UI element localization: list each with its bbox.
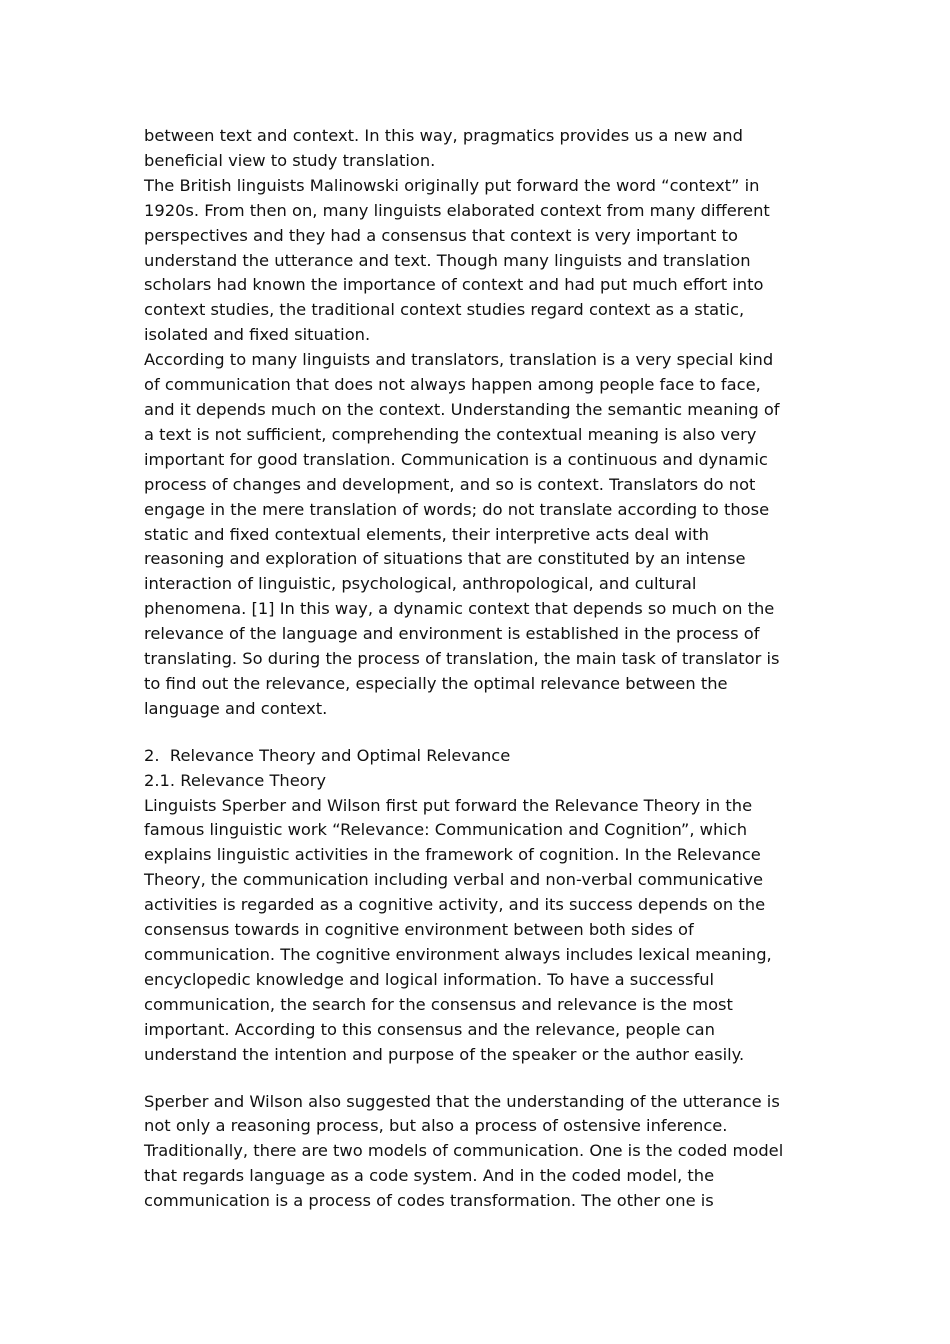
section-heading: 2. Relevance Theory and Optimal Relevance [144, 745, 511, 765]
text-line: communication. The cognitive environment always includes lexical meaning, [144, 945, 772, 964]
text-line: important for good translation. Communication is a continuous and dynamic [144, 449, 768, 469]
paragraph-spacer [144, 722, 814, 744]
text-line: static and fixed contextual elements, their interpretive acts deal with [144, 524, 709, 544]
text-line: 1920s. From then on, many linguists elaborated context from many different [144, 200, 770, 220]
text-line: Theory, the communication including verbal and non-verbal communicative [144, 870, 764, 890]
document-page [144, 124, 814, 1214]
text-line: encyclopedic knowledge and logical information. To have a successful [144, 969, 715, 989]
text-line: The British linguists Malinowski originally put forward the word “context” in [144, 175, 760, 195]
paragraph-pragmatics-view [144, 124, 814, 174]
text-line: context studies, the traditional context studies regard context as a static, [144, 300, 745, 320]
text-line: that regards language as a code system. And in the coded model, the [144, 1166, 715, 1186]
text-line: relevance of the language and environment is established in the process of [144, 624, 760, 644]
text-line: process of changes and development, and so is context. Translators do not [144, 474, 756, 494]
text-line: Linguists Sperber and Wilson first put forward the Relevance Theory in the [144, 795, 753, 815]
paragraph-relevance-theory [144, 794, 814, 1068]
text-line: translating. So during the process of translation, the main task of translator is [144, 649, 780, 669]
paragraph-context-history [144, 174, 814, 348]
text-line: Sperber and Wilson also suggested that the understanding of the utterance is [144, 1091, 780, 1111]
text-line: isolated and fixed situation. [144, 325, 371, 345]
text-line: scholars had known the importance of context and had put much effort into [144, 275, 764, 295]
text-line: reasoning and exploration of situations that are constituted by an intense [144, 549, 746, 569]
text-line: not only a reasoning process, but also a process of ostensive inference. [144, 1116, 728, 1136]
paragraph-spacer [144, 1068, 814, 1090]
text-line: According to many linguists and translators, translation is a very special kind [144, 350, 774, 370]
text-line: and it depends much on the context. Understanding the semantic meaning of [144, 399, 780, 419]
text-line: communication is a process of codes transformation. The other one is [144, 1191, 714, 1211]
text-line: important. According to this consensus and the relevance, people can [144, 1019, 715, 1039]
text-line: activities is regarded as a cognitive activity, and its success depends on the [144, 895, 766, 915]
text-line: understand the intention and purpose of the speaker or the author easily. [144, 1044, 745, 1064]
text-line: engage in the mere translation of words; do not translate according to those [144, 499, 770, 519]
paragraph-translation-communication [144, 348, 814, 722]
text-line: between text and context. In this way, pragmatics provides us a new and [144, 126, 743, 145]
text-line: communication, the search for the consensus and relevance is the most [144, 994, 733, 1014]
text-line: perspectives and they had a consensus that context is very important to [144, 225, 738, 245]
text-line: consensus towards in cognitive environment between both sides of [144, 920, 694, 940]
text-line: understand the utterance and text. Though many linguists and translation [144, 250, 751, 270]
text-line: of communication that does not always happen among people face to face, [144, 375, 761, 395]
text-line: beneficial view to study translation. [144, 150, 436, 170]
text-line: phenomena. [1] In this way, a dynamic context that depends so much on the [144, 599, 775, 619]
text-line: Traditionally, there are two models of communication. One is the coded model [144, 1141, 784, 1161]
text-line: famous linguistic work “Relevance: Communication and Cognition”, which [144, 820, 748, 840]
text-line: a text is not sufficient, comprehending the contextual meaning is also very [144, 424, 757, 444]
text-line: explains linguistic activities in the framework of cognition. In the Relevance [144, 845, 761, 865]
text-line: interaction of linguistic, psychological, anthropological, and cultural [144, 574, 697, 594]
text-line: language and context. [144, 698, 328, 718]
text-line: to find out the relevance, especially the optimal relevance between the [144, 673, 728, 693]
paragraph-ostensive-inference [144, 1090, 814, 1215]
subsection-heading: 2.1. Relevance Theory [144, 770, 327, 790]
